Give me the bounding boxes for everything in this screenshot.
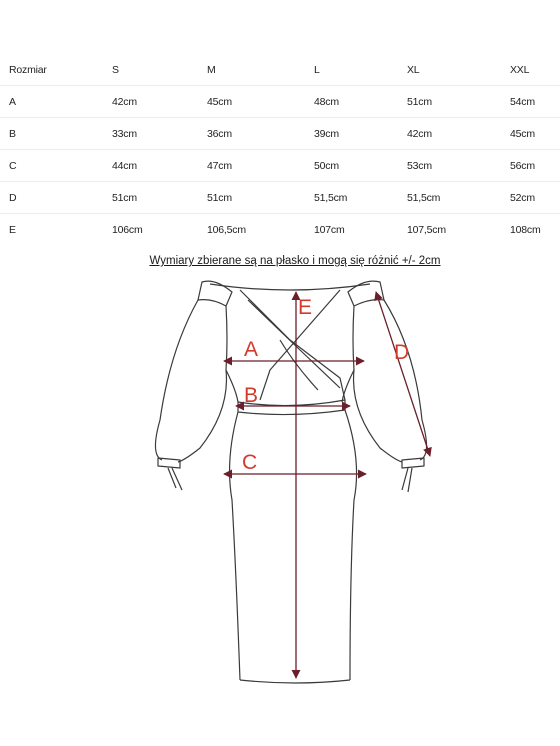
- table-cell: 45cm: [510, 118, 560, 150]
- table-cell: 47cm: [207, 150, 314, 182]
- table-cell: 108cm: [510, 223, 541, 236]
- table-cell: A: [0, 86, 112, 118]
- table-cell: C: [0, 150, 112, 182]
- table-cell: 45cm: [207, 86, 314, 118]
- label-b: B: [244, 384, 259, 407]
- table-cell: 42cm: [112, 86, 207, 118]
- header-cell: XL: [407, 54, 510, 86]
- table-row: [0, 182, 560, 214]
- table-row: [0, 150, 560, 182]
- table-cell: 44cm: [112, 150, 207, 182]
- label-a: A: [244, 338, 259, 361]
- table-cell: 107cm: [314, 223, 345, 236]
- table-cell: 52cm: [510, 182, 560, 214]
- table-cell: 48cm: [314, 86, 407, 118]
- dress-diagram: [140, 270, 440, 690]
- table-cell: 42cm: [407, 118, 510, 150]
- header-cell: XXL: [510, 54, 560, 86]
- table-cell: 39cm: [314, 118, 407, 150]
- header-cell: Rozmiar: [0, 54, 112, 86]
- table-cell: 54cm: [510, 86, 560, 118]
- label-d: D: [394, 341, 410, 364]
- label-c: C: [242, 451, 258, 474]
- table-cell: 33cm: [112, 118, 207, 150]
- table-cell: D: [0, 182, 112, 214]
- table-cell: 51,5cm: [314, 182, 407, 214]
- table-cell: 51cm: [112, 182, 207, 214]
- table-cell: 36cm: [207, 118, 314, 150]
- table-cell: 51cm: [407, 86, 510, 118]
- table-header-row: [0, 54, 560, 86]
- table-cell: 106cm: [112, 223, 143, 236]
- table-cell: 106,5cm: [207, 223, 246, 236]
- table-row: [0, 118, 560, 150]
- size-table: [0, 54, 560, 245]
- dress-outline: [155, 281, 426, 683]
- header-cell: M: [207, 54, 314, 86]
- label-e: E: [298, 296, 313, 319]
- header-cell: S: [112, 54, 207, 86]
- table-cell: 50cm: [314, 150, 407, 182]
- table-row: [0, 86, 560, 118]
- table-cell: 51cm: [207, 182, 314, 214]
- table-row: [0, 214, 560, 246]
- table-cell: 107,5cm: [407, 223, 446, 236]
- table-cell: 56cm: [510, 150, 560, 182]
- table-cell: 51,5cm: [407, 182, 510, 214]
- table-cell: E: [9, 223, 16, 236]
- measurement-note: Wymiary zbierane są na płasko i mogą się różnić +/- 2cm: [149, 255, 441, 267]
- table-cell: B: [0, 118, 112, 150]
- table-cell: 53cm: [407, 150, 510, 182]
- header-cell: L: [314, 54, 407, 86]
